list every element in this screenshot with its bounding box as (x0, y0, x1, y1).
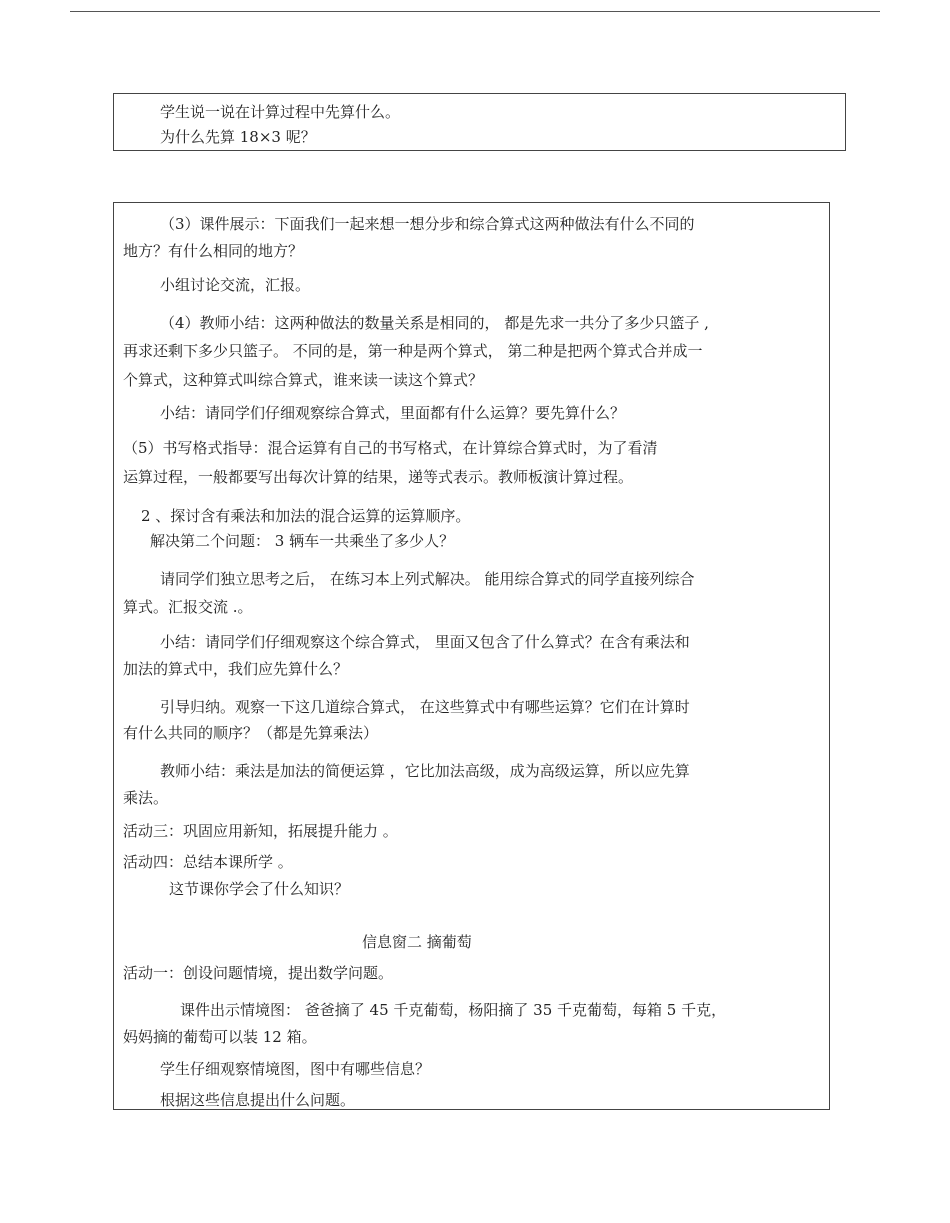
notes-box-top (113, 93, 846, 151)
activity-heading: 活动四：总结本课所学 。 (123, 853, 293, 871)
text-line: 这节课你学会了什么知识？ (169, 880, 350, 898)
text-line: 学生说一说在计算过程中先算什么。 (160, 103, 401, 121)
text-line: 妈妈摘的葡萄可以装 12 箱。 (123, 1028, 317, 1046)
text-line: 教师小结：乘法是加法的简便运算 ，它比加法高级，成为高级运算，所以应先算 (160, 762, 690, 780)
text-line: （4）教师小结：这两种做法的数量关系是相同的， 都是先求一共分了多少只篮子 , (160, 314, 709, 332)
text-line: （5）书写格式指导：混合运算有自己的书写格式，在计算综合算式时，为了看清 (123, 439, 658, 457)
text-line: 个算式，这种算式叫综合算式，谁来读一读这个算式？ (123, 371, 484, 389)
text-line: （3）课件展示：下面我们一起来想一想分步和综合算式这两种做法有什么不同的 (160, 215, 695, 233)
text-line: 学生仔细观察情境图，图中有哪些信息？ (160, 1060, 431, 1078)
text-line: 课件出示情境图： 爸爸摘了 45 千克葡萄，杨阳摘了 35 千克葡萄，每箱 5 千克， (180, 1001, 727, 1019)
text-line: 加法的算式中，我们应先算什么？ (123, 660, 349, 678)
text-line: 算式。汇报交流 .。 (123, 598, 253, 616)
text-line: 再求还剩下多少只篮子。 不同的是，第一种是两个算式， 第二种是把两个算式合并成一 (123, 342, 703, 360)
text-line: 小结：请同学们仔细观察这个综合算式， 里面又包含了什么算式？在含有乘法和 (160, 633, 690, 651)
header-rule (70, 11, 880, 12)
text-line: 乘法。 (123, 789, 169, 807)
text-line: 请同学们独立思考之后， 在练习本上列式解决。 能用综合算式的同学直接列综合 (160, 570, 695, 588)
text-line: 运算过程，一般都要写出每次计算的结果，递等式表示。教师板演计算过程。 (123, 468, 634, 486)
section-title: 信息窗二 摘葡萄 (362, 933, 472, 951)
text-line: 为什么先算 18×3 呢？ (160, 128, 316, 146)
text-line: 小组讨论交流，汇报。 (160, 276, 311, 294)
text-line: 小结：请同学们仔细观察综合算式，里面都有什么运算？要先算什么？ (160, 404, 626, 422)
text-line: 根据这些信息提出什么问题。 (160, 1091, 356, 1109)
text-line: 有什么共同的顺序？（都是先算乘法） (123, 724, 379, 742)
activity-heading: 活动三：巩固应用新知，拓展提升能力 。 (123, 822, 398, 840)
lesson-content-box (113, 202, 830, 1110)
activity-heading: 活动一：创设问题情境，提出数学问题。 (123, 964, 394, 982)
text-line: 引导归纳。观察一下这几道综合算式， 在这些算式中有哪些运算？它们在计算时 (160, 698, 690, 716)
section-heading: 2 、探讨含有乘法和加法的混合运算的运算顺序。 (141, 507, 471, 525)
text-line: 地方？有什么相同的地方？ (123, 242, 304, 260)
text-line: 解决第二个问题： 3 辆车一共乘坐了多少人？ (150, 532, 455, 550)
